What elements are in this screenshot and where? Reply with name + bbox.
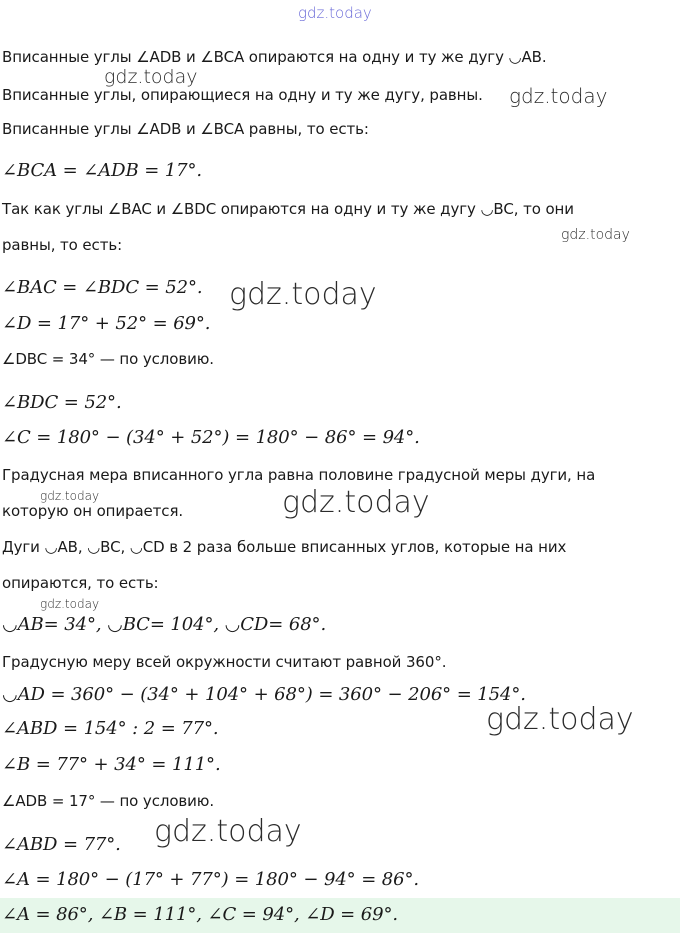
math-line: ◡AD = 360° − (34° + 104° + 68°) = 360° − 206° = 154°. (2, 684, 526, 705)
math-line: ∠ABD = 77°. (2, 834, 121, 855)
watermark: gdz.today (154, 814, 302, 849)
text-line: Вписанные углы, опирающиеся на одну и ту же дугу, равны. (2, 86, 483, 104)
watermark-top: gdz.today (298, 4, 372, 22)
math-line: ◡AB= 34°, ◡BC= 104°, ◡CD= 68°. (2, 614, 327, 635)
text-line: Так как углы ∠BAC и ∠BDC опираются на одну и ту же дугу ◡BC, то они (2, 200, 574, 218)
watermark: gdz.today (104, 66, 198, 88)
math-line: ∠BCA = ∠ADB = 17°. (2, 160, 203, 181)
math-line: ∠BDC = 52°. (2, 392, 122, 413)
text-line: опираются, то есть: (2, 574, 159, 592)
text-line: Градусную меру всей окружности считают равной 360°. (2, 653, 447, 671)
answer-line: ∠A = 86°, ∠B = 111°, ∠C = 94°, ∠D = 69°. (2, 904, 398, 925)
watermark: gdz.today (509, 84, 608, 108)
watermark: gdz.today (282, 485, 430, 520)
text-line: Дуги ◡AB, ◡BC, ◡CD в 2 раза больше вписанных углов, которые на них (2, 538, 567, 556)
text-line: Вписанные углы ∠ADB и ∠BCA равны, то есть: (2, 120, 369, 138)
math-line: ∠C = 180° − (34° + 52°) = 180° − 86° = 94°. (2, 427, 420, 448)
watermark: gdz.today (561, 227, 630, 243)
math-line: ∠ABD = 154° : 2 = 77°. (2, 718, 219, 739)
text-line: ∠DBC = 34° — по условию. (2, 350, 214, 368)
text-line: которую он опирается. (2, 502, 184, 520)
text-line: ∠ADB = 17° — по условию. (2, 792, 215, 810)
text-line: равны, то есть: (2, 236, 123, 254)
watermark: gdz.today (40, 489, 100, 503)
text-line: Вписанные углы ∠ADB и ∠BCA опираются на одну и ту же дугу ◡AB. (2, 48, 547, 66)
math-line: ∠D = 17° + 52° = 69°. (2, 313, 211, 334)
text-line: Градусная мера вписанного угла равна половине градусной меры дуги, на (2, 466, 596, 484)
watermark: gdz.today (40, 597, 100, 611)
watermark: gdz.today (229, 277, 377, 312)
math-line: ∠A = 180° − (17° + 77°) = 180° − 94° = 86°. (2, 869, 420, 890)
watermark: gdz.today (486, 702, 634, 737)
math-line: ∠B = 77° + 34° = 111°. (2, 754, 221, 775)
math-line: ∠BAC = ∠BDC = 52°. (2, 277, 203, 298)
